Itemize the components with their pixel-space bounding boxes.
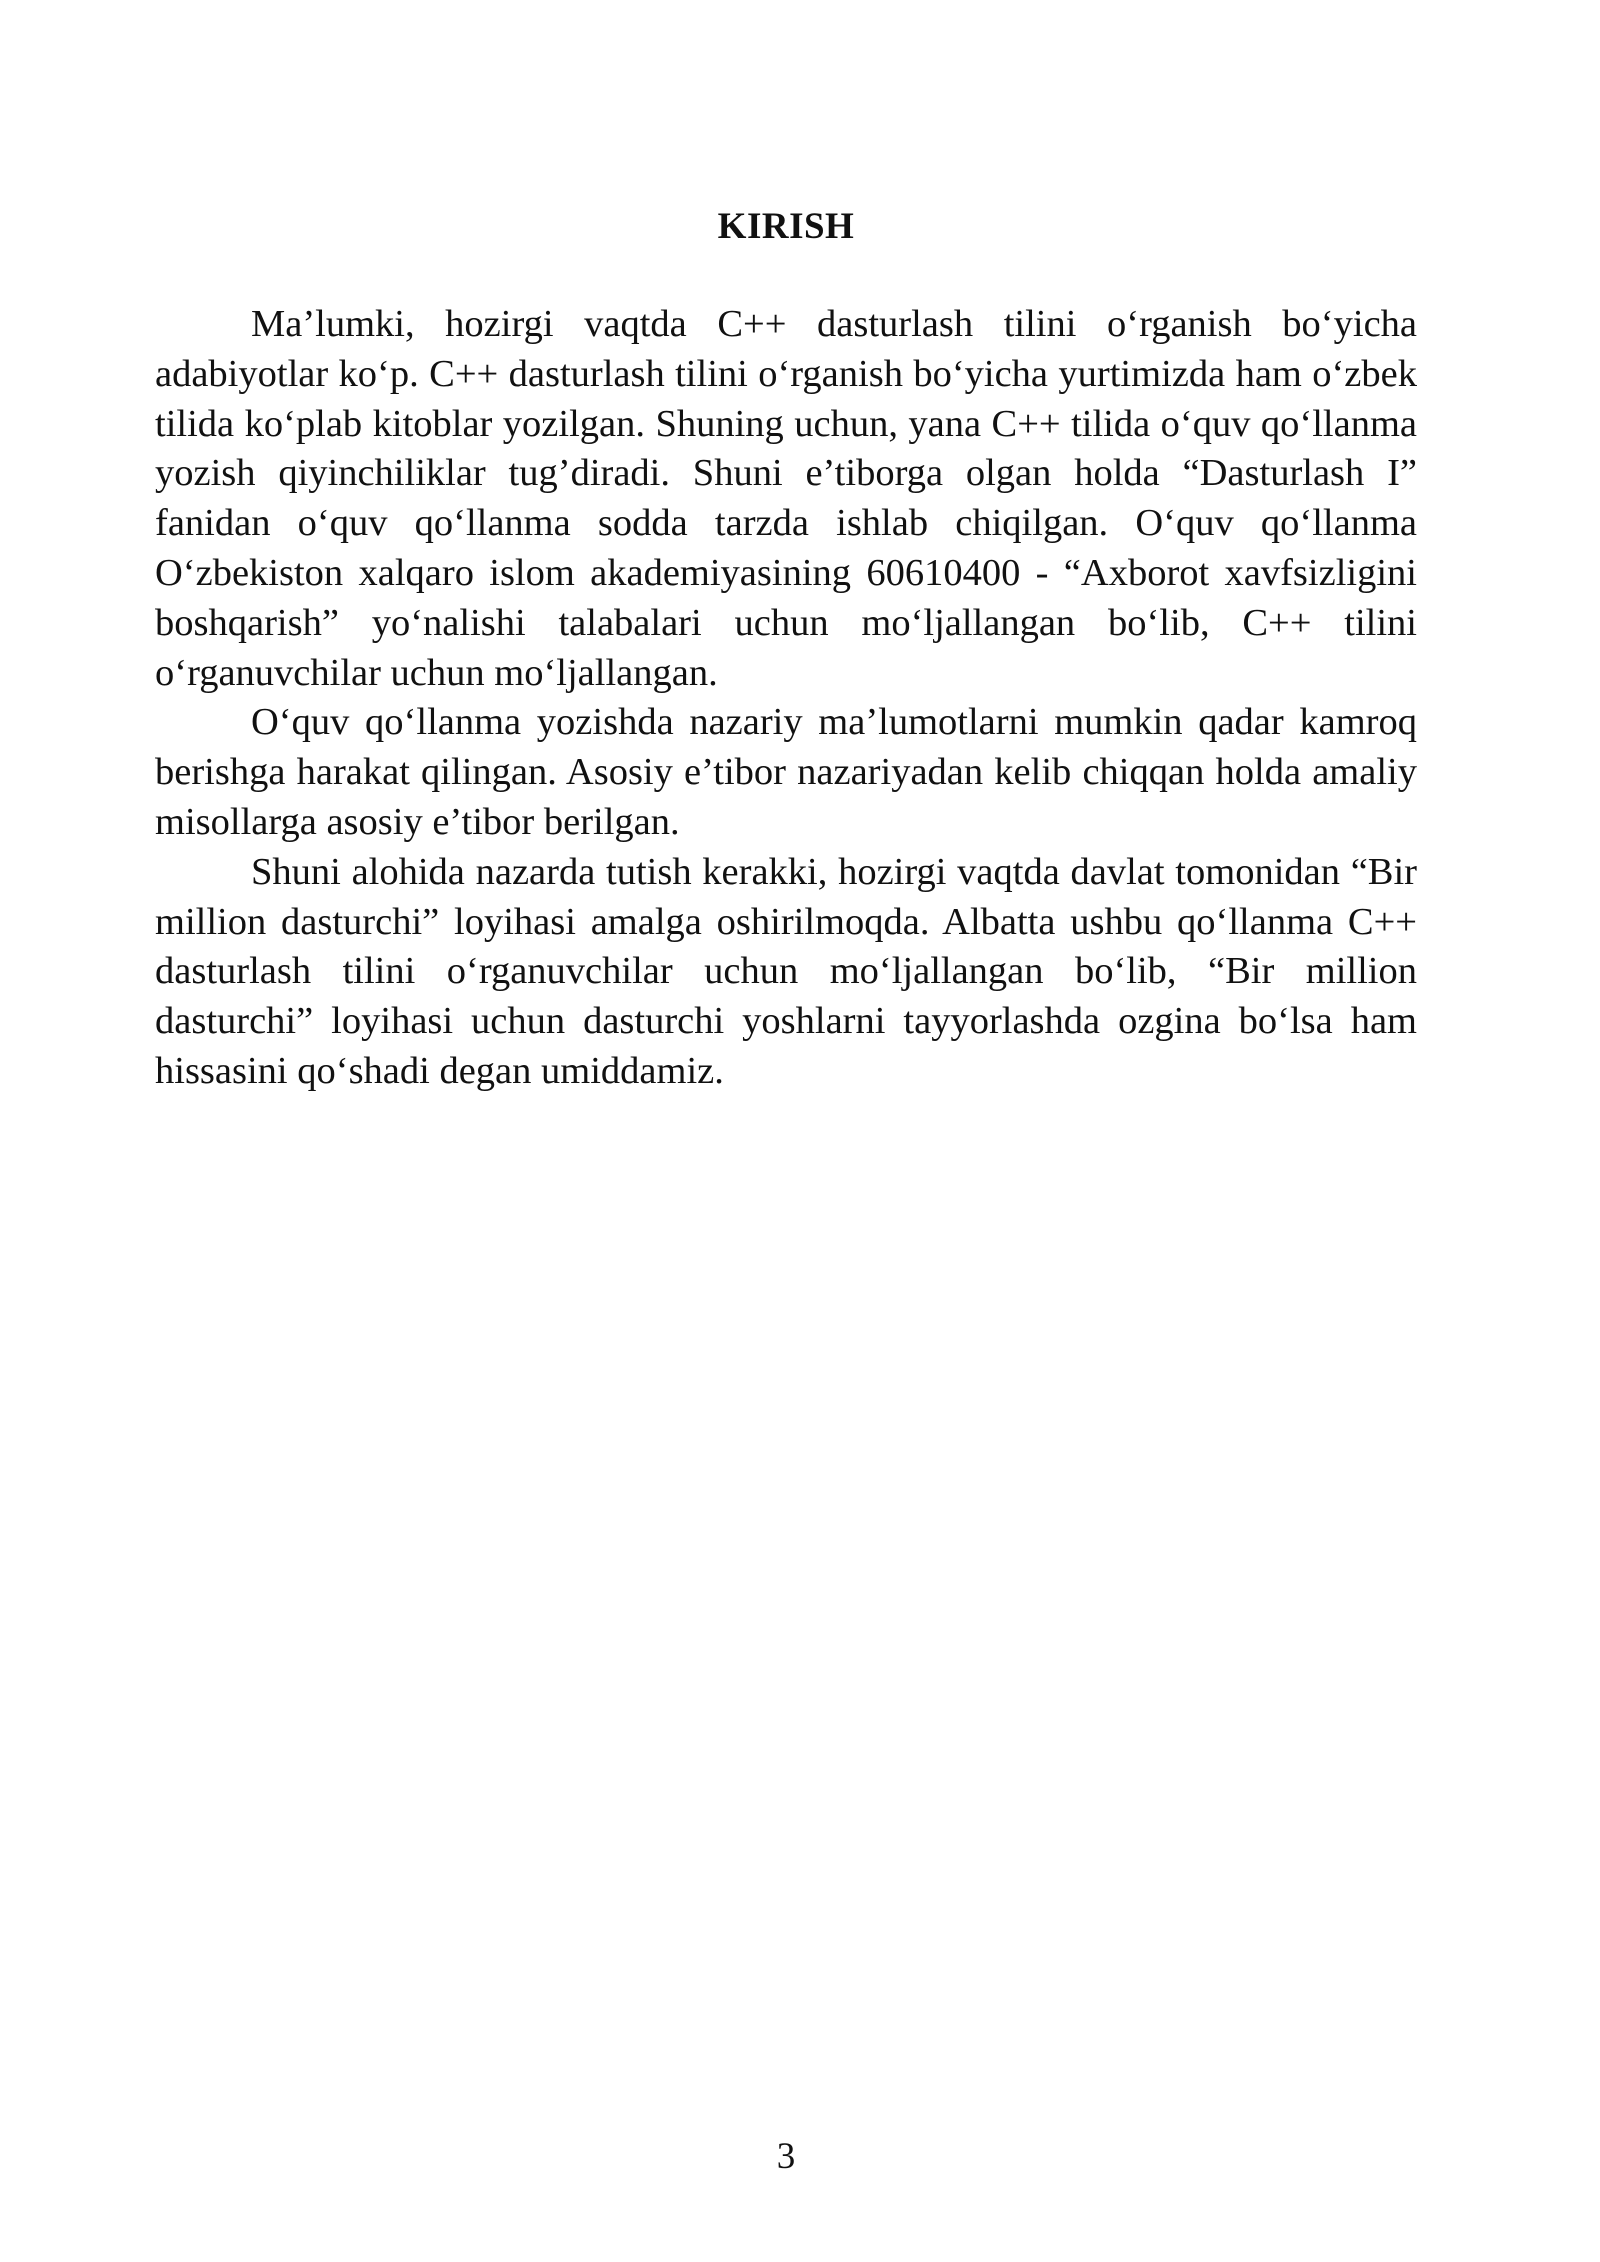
paragraph-approach: O‘quv qo‘llanma yozishda nazariy ma’lumotlarni mumkin qadar kamroq berishga harakat qilingan. Asosiy e’tibor nazariyadan kelib chiqqan holda amaliy misollarga asosiy e’tibor berilgan. — [155, 701, 1417, 843]
paragraph-project: Shuni alohida nazarda tutish kerakki, hozirgi vaqtda davlat tomonidan “Bir million dasturchi” loyihasi amalga oshirilmoqda. Albatta ushbu qo‘llanma C++ dasturlash tilini o‘rganuvchilar uchun mo‘ljallangan bo‘lib, “Bir million dasturchi” loyihasi uchun dasturchi yoshlarni tayyorlashda ozgina bo‘lsa ham hissasini qo‘shadi degan umiddamiz. — [155, 850, 1417, 1092]
page-number: 3 — [776, 2136, 796, 2177]
paragraph-intro: Ma’lumki, hozirgi vaqtda C++ dasturlash tilini o‘rganish bo‘yicha adabiyotlar ko‘p. C++ dasturlash tilini o‘rganish bo‘yicha yurtimizda ham o‘zbek tilida ko‘plab kitoblar yozilgan. Shuning uchun, yana C++ tilida o‘quv qo‘llanma yozish qiyinchiliklar tug’diradi. Shuni e’tiborga olgan holda “Dasturlash I” fanidan o‘quv qo‘llanma sodda tarzda ishlab chiqilgan. O‘quv qo‘llanma O‘zbekiston xalqaro islom akademiyasining 60610400 - “Axborot xavfsizligini boshqarish” yo‘nalishi talabalari uchun mo‘ljallangan bo‘lib, C++ tilini o‘rganuvchilar uchun mo‘ljallangan. — [155, 303, 1417, 694]
section-title: KIRISH — [717, 206, 855, 247]
body-text — [155, 300, 1417, 1097]
